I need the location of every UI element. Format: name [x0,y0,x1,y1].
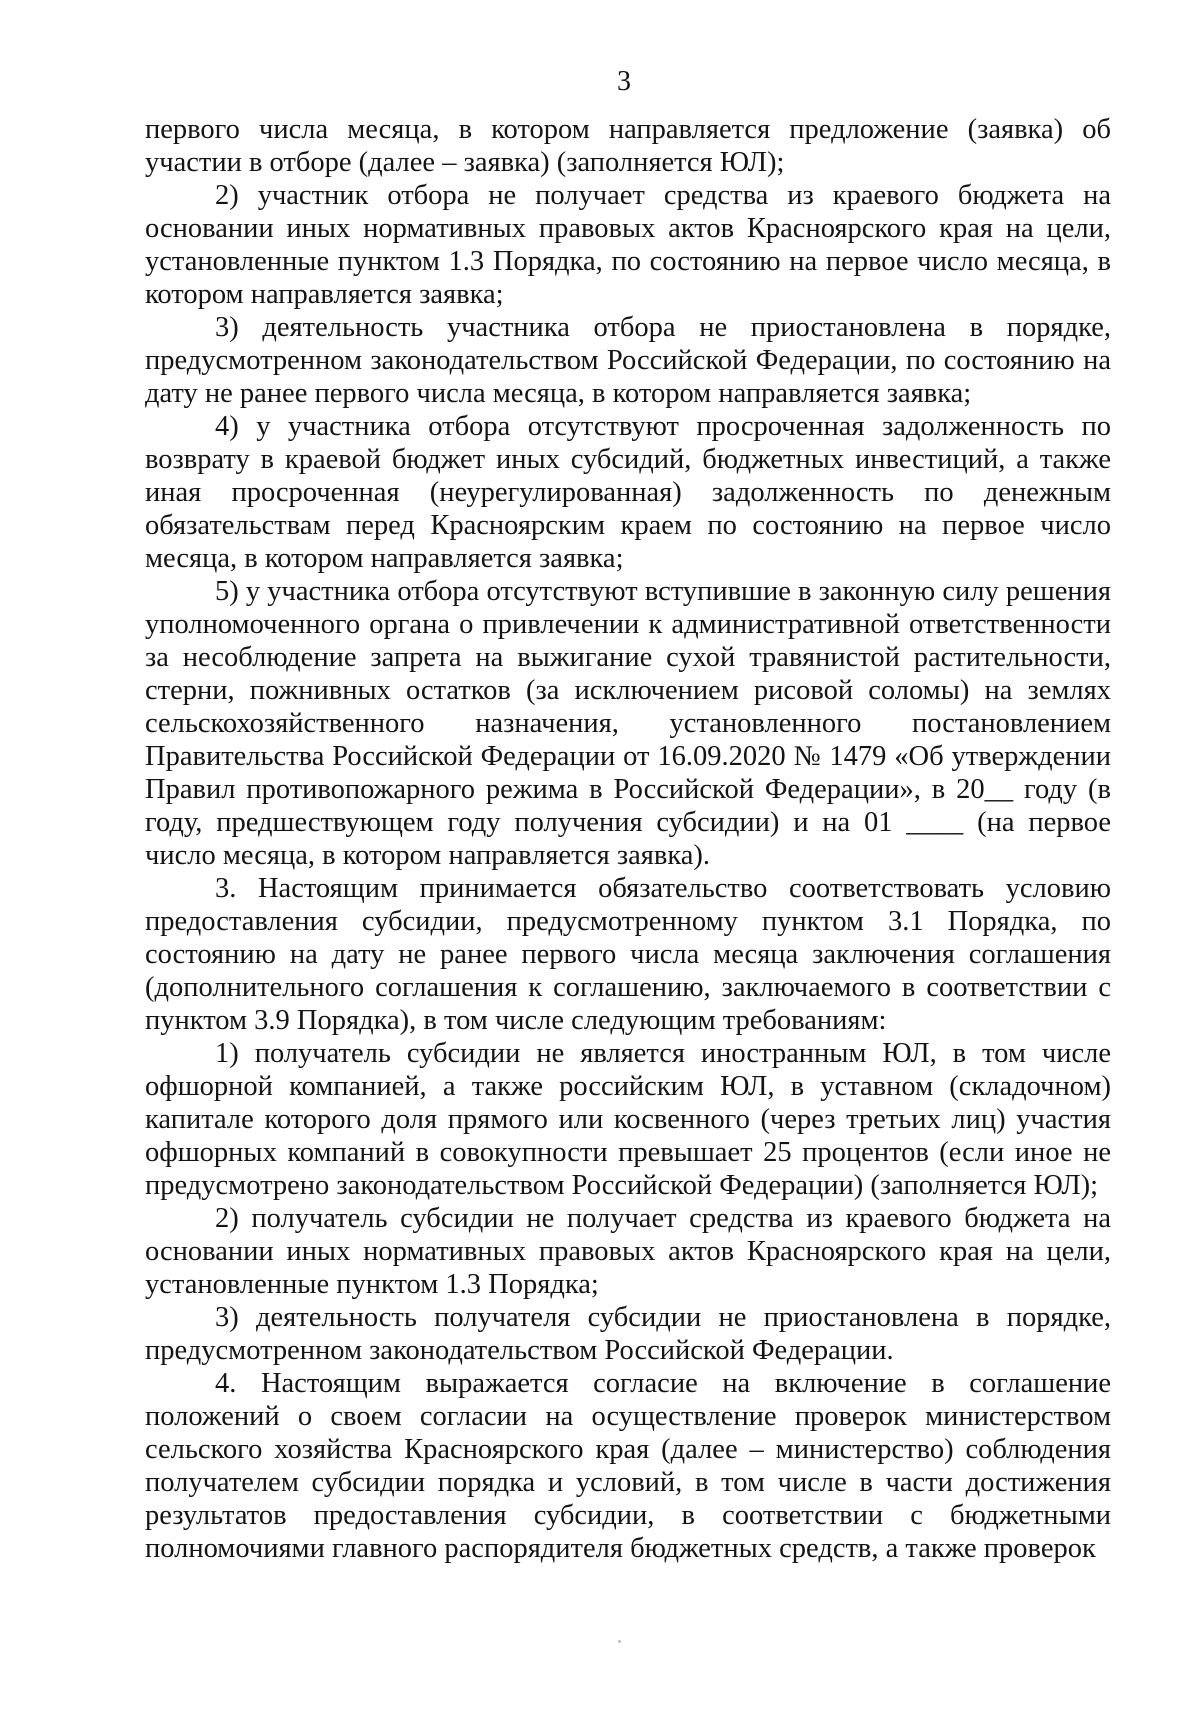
page-number: 3 [617,66,631,97]
paragraph-continuation: первого числа месяца, в котором направляется предложение (заявка) об участии в отборе (далее – заявка) (заполняется ЮЛ); [145,114,1111,178]
paragraph-item-2: 2) участник отбора не получает средства из краевого бюджета на основании иных нормативных правовых актов Красноярского края на цели, установленные пунктом 1.3 Порядка, по состоянию на первое число месяца, в котором направляется заявка; [145,180,1111,310]
paragraph-item-3: 3) деятельность участника отбора не приостановлена в порядке, предусмотренном законодательством Российской Федерации, по состоянию на дату не ранее первого числа месяца, в котором направляется заявка; [145,312,1111,409]
paragraph-item-4: 4) у участника отбора отсутствуют просроченная задолженность по возврату в краевой бюджет иных субсидий, бюджетных инвестиций, а также иная просроченная (неурегулированная) задолженность по денежным обязательствам перед Красноярским краем по состоянию на первое число месяца, в котором направляется заявка; [145,411,1111,574]
paragraph-section-3: 3. Настоящим принимается обязательство соответствовать условию предоставления субсидии, предусмотренному пунктом 3.1 Порядка, по состоянию на дату не ранее первого числа месяца заключения соглашения (дополнительного соглашения к соглашению, заключаемого в соответствии с пунктом 3.9 Порядка), в том числе следующим требованиям: [145,873,1111,1036]
paragraph-item-5: 5) у участника отбора отсутствуют вступившие в законную силу решения уполномоченного органа о привлечении к административной ответственности за несоблюдение запрета на выжигание сухой травянистой растительности, стерни, пожнивных остатков (за исключением рисовой соломы) на землях сельскохозяйственного назначения, установленного постановлением Правительства Российской Федерации от 16.09.2020 № 1479 «Об утверждении Правил противопожарного режима в Российской Федерации», в 20__ году (в году, предшествующем году получения субсидии) и на 01 ____ (на первое число месяца, в котором направляется заявка). [145,576,1111,871]
paragraph-section-4: 4. Настоящим выражается согласие на включение в соглашение положений о своем согласии на осуществление проверок министерством сельского хозяйства Красноярского края (далее – министерство) соблюдения получателем субсидии порядка и условий, в том числе в части достижения результатов предоставления субсидии, в соответствии с бюджетными полномочиями главного распорядителя бюджетных средств, а также проверок [145,1368,1111,1564]
paragraph-requirement-2: 2) получатель субсидии не получает средства из краевого бюджета на основании иных нормативных правовых актов Красноярского края на цели, установленные пунктом 1.3 Порядка; [145,1203,1111,1300]
paragraph-requirement-3: 3) деятельность получателя субсидии не приостановлена в порядке, предусмотренном законодательством Российской Федерации. [145,1302,1111,1366]
document-body [145,113,1111,1565]
scan-artifact [618,1640,621,1643]
paragraph-requirement-1: 1) получатель субсидии не является иностранным ЮЛ, в том числе офшорной компанией, а также российским ЮЛ, в уставном (складочном) капитале которого доля прямого или косвенного (через третьих лиц) участия офшорных компаний в совокупности превышает 25 процентов (если иное не предусмотрено законодательством Российской Федерации) (заполняется ЮЛ); [145,1038,1111,1201]
